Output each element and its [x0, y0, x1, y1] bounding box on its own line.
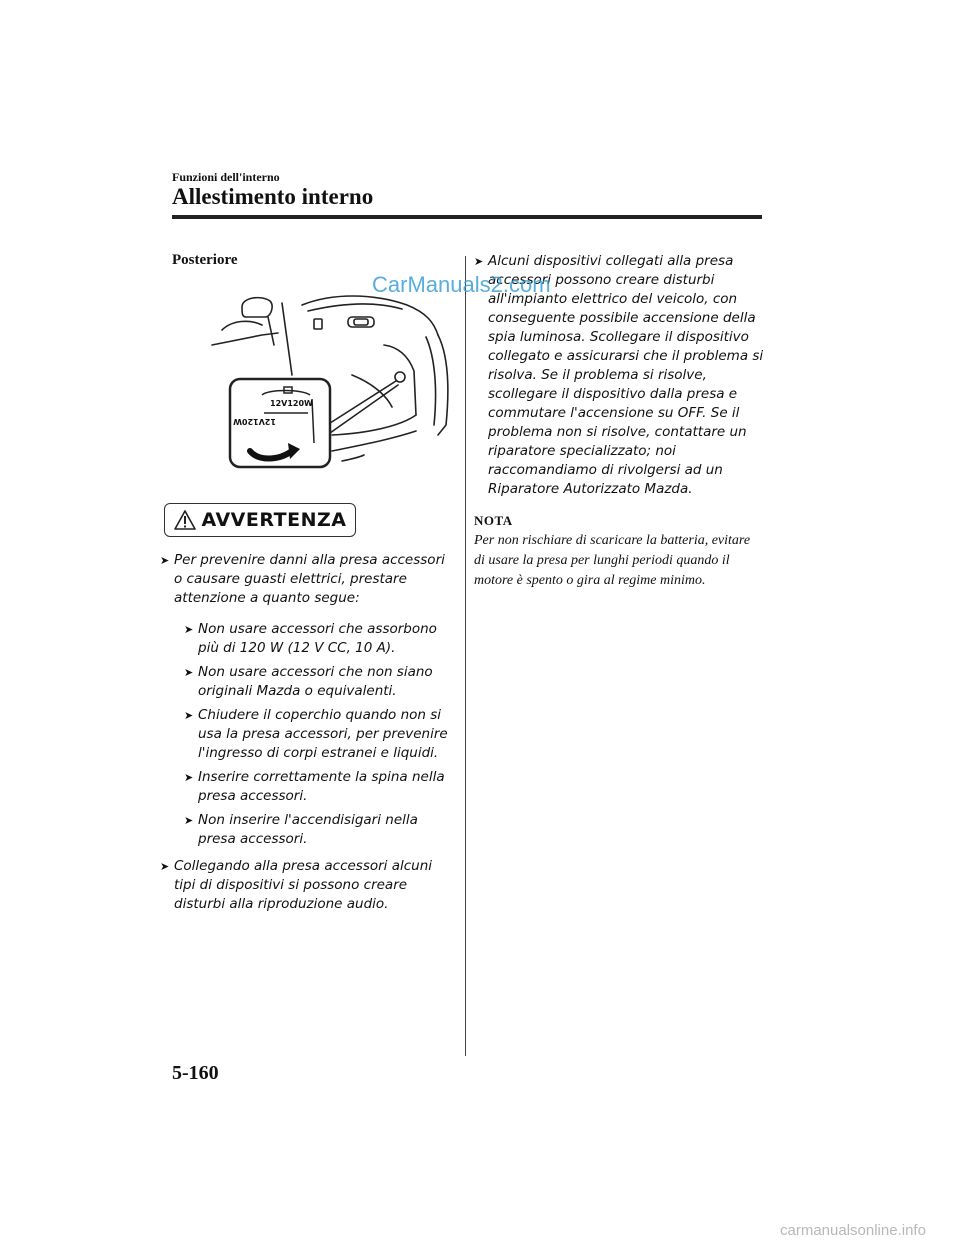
warning-list	[160, 551, 454, 914]
cargo-area-drawing	[202, 275, 450, 475]
list-item	[184, 811, 454, 849]
watermark-text: CarManuals2.com	[372, 272, 551, 297]
bullet-arrow-icon: ➤	[184, 771, 194, 784]
sub-item-text: Chiudere il coperchio quando non si usa la presa accessori, per prevenire l'ingresso di corpi estranei e liquidi.	[198, 707, 448, 761]
warning-triangle-icon	[174, 510, 196, 530]
warning-item-text: Collegando alla presa accessori alcuni tipi di dispositivi si possono creare disturbi alla riproduzione audio.	[174, 858, 433, 912]
bullet-arrow-icon: ➤	[184, 814, 194, 827]
breadcrumb: Funzioni dell'interno	[172, 170, 280, 184]
list-item	[184, 663, 454, 701]
bullet-arrow-icon: ➤	[160, 860, 170, 873]
socket-rating-bottom: 12V120W	[233, 417, 276, 426]
sub-item-text: Non usare accessori che assorbono più di 120 W (12 V CC, 10 A).	[198, 621, 437, 656]
page-title: Allestimento interno	[172, 184, 374, 209]
list-item	[160, 551, 454, 849]
left-column	[160, 252, 454, 922]
sub-item-text: Non usare accessori che non siano originali Mazda o equivalenti.	[198, 664, 433, 699]
bullet-arrow-icon: ➤	[474, 255, 484, 268]
warning-intro: Per prevenire danni alla presa accessori o causare guasti elettrici, prestare attenzione a quanto segue:	[174, 552, 445, 606]
page-number: 5-160	[172, 1062, 219, 1084]
sub-item-text: Inserire correttamente la spina nella presa accessori.	[198, 769, 445, 804]
socket-rating-top: 12V120W	[270, 399, 313, 408]
footer-watermark: carmanualsonline.info	[780, 1222, 926, 1239]
list-item	[184, 706, 454, 763]
sub-item-text: Non inserire l'accendisigari nella presa accessori.	[198, 812, 418, 847]
right-column	[474, 252, 764, 591]
list-item	[184, 768, 454, 806]
header-rule	[172, 215, 762, 219]
bullet-arrow-icon: ➤	[184, 709, 194, 722]
note-text: Per non rischiare di scaricare la batteria, evitare di usare la presa per lunghi periodi quando il motore è spento o gira al regime minimo.	[474, 533, 751, 588]
accessory-socket-illustration	[202, 275, 450, 475]
bullet-arrow-icon: ➤	[184, 666, 194, 679]
column-divider	[465, 256, 466, 1056]
section-title: Posteriore	[172, 252, 238, 268]
warning-item-text: Alcuni dispositivi collegati alla presa accessori possono creare disturbi all'impianto elettrico del veicolo, con conseguente possibile accensione della spia luminosa. Scollegare il dispositivo collegato e assicurarsi che il problema si risolva. Se il problema si risolve, scollegare il dispositivo dalla presa e commutare l'accensione su OFF. Se il problema non si risolve, contattare un riparatore specializzato; noi raccomandiamo di rivolgersi ad un Riparatore Autorizzato Mazda.	[488, 253, 764, 497]
bullet-arrow-icon: ➤	[184, 623, 194, 636]
warning-banner	[164, 503, 356, 537]
warning-sub-list	[184, 620, 454, 849]
warning-label: AVVERTENZA	[201, 509, 347, 531]
bullet-arrow-icon: ➤	[160, 554, 170, 567]
list-item	[160, 857, 454, 914]
list-item	[184, 620, 454, 658]
note-title: NOTA	[474, 513, 513, 528]
